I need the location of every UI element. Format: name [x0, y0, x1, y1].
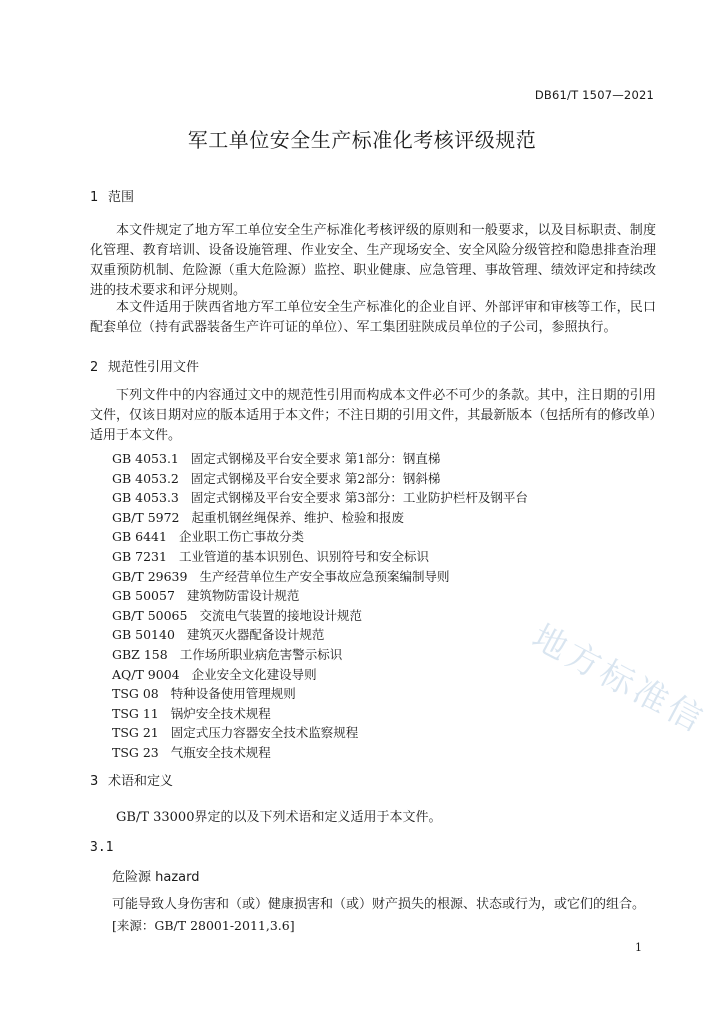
section-number: 2 [90, 360, 99, 375]
reference-name: 锅炉安全技术规程 [170, 705, 271, 721]
reference-name: 建筑物防雷设计规范 [186, 588, 300, 604]
reference-code: GB 4053.1 [112, 451, 179, 466]
reference-code: GB 7231 [112, 548, 167, 564]
reference-code: AQ/T 9004 [112, 666, 180, 682]
watermark: 地方标准信 [525, 617, 713, 742]
reference-code: GB/T 50065 [112, 607, 188, 623]
section-2-heading [90, 356, 199, 375]
reference-name: 生产经营单位生产安全事故应急预案编制导则 [199, 568, 450, 584]
reference-code: TSG 21 [112, 725, 159, 741]
reference-item [112, 704, 528, 724]
reference-name: 企业职工伤亡事故分类 [178, 529, 304, 545]
reference-code: GB/T 29639 [112, 568, 188, 584]
reference-name: 固定式钢梯及平台安全要求 第1部分：钢直梯 [190, 451, 441, 466]
reference-item [112, 508, 528, 528]
reference-item [112, 684, 528, 704]
section-number: 3 [90, 774, 99, 789]
reference-name: 固定式钢梯及平台安全要求 第2部分：钢斜梯 [190, 470, 441, 486]
reference-list [112, 449, 528, 763]
section-number: 1 [90, 190, 99, 205]
reference-item [112, 743, 528, 763]
reference-code: GB 4053.2 [112, 470, 179, 486]
reference-name: 建筑灭火器配备设计规范 [186, 627, 325, 643]
reference-code: GB 4053.3 [112, 490, 179, 506]
reference-name: 起重机钢丝绳保养、维护、检验和报废 [191, 509, 405, 525]
reference-item [112, 625, 528, 645]
term-definition: 可能导致人身伤害和（或）健康损害和（或）财产损失的根源、状态或行为，或它们的组合。 [112, 897, 646, 912]
scope-paragraph-2: 本文件适用于陕西省地方军工单位安全生产标准化的企业自评、外部评审和审核等工作，民口配套单位（持有武器装备生产许可证的单位）、军工集团驻陕成员单位的子公司，参照执行。 [90, 300, 656, 335]
reference-name: 特种设备使用管理规则 [170, 686, 296, 702]
scope-paragraph-1: 本文件规定了地方军工单位安全生产标准化考核评级的原则和一般要求，以及目标职责、制度化管理、教育培训、设备设施管理、作业安全、生产现场安全、安全风险分级管控和隐患排查治理双重预防机制、危险源（重大危险源）监控、职业健康、应急管理、事故管理、绩效评定和持续改进的技术要求和评分规则。 [90, 223, 656, 298]
reference-item [112, 567, 528, 587]
references-intro-paragraph: 下列文件中的内容通过文中的规范性引用而构成本文件必不可少的条款。其中，注日期的引用文件，仅该日期对应的版本适用于本文件；不注日期的引用文件，其最新版本（包括所有的修改单）适用于本文件。 [90, 388, 656, 443]
reference-name: 企业安全文化建设导则 [191, 666, 317, 682]
reference-code: GB 50140 [112, 627, 175, 643]
reference-item [112, 547, 528, 567]
section-title: 规范性引用文件 [108, 360, 200, 375]
reference-name: 交流电气装置的接地设计规范 [199, 607, 362, 623]
section-title: 范围 [108, 190, 135, 205]
reference-code: TSG 08 [112, 686, 159, 702]
reference-item [112, 665, 528, 685]
reference-code: GB 50057 [112, 588, 175, 604]
reference-name: 固定式钢梯及平台安全要求 第3部分：工业防护栏杆及钢平台 [190, 490, 528, 506]
reference-name: 工业管道的基本识别色、识别符号和安全标识 [178, 548, 429, 564]
reference-name: 固定式压力容器安全技术监察规程 [170, 725, 359, 741]
section-title: 术语和定义 [108, 774, 174, 789]
reference-code: GB/T 5972 [112, 509, 180, 525]
reference-item [112, 723, 528, 743]
reference-item [112, 449, 528, 469]
reference-item [112, 527, 528, 547]
terms-intro-paragraph: GB/T 33000界定的以及下列术语和定义适用于本文件。 [116, 810, 442, 825]
reference-code: GB 6441 [112, 529, 167, 545]
term-number: 3.1 [90, 840, 114, 855]
document-code: DB61/T 1507—2021 [534, 88, 654, 102]
page-title: 军工单位安全生产标准化考核评级规范 [187, 128, 537, 152]
section-3-heading [90, 770, 173, 789]
reference-code: TSG 11 [112, 705, 159, 721]
reference-item [112, 606, 528, 626]
reference-item [112, 645, 528, 665]
page-number: 1 [635, 941, 642, 954]
term-source: [来源：GB/T 28001-2011,3.6] [112, 918, 295, 933]
reference-item [112, 586, 528, 606]
reference-code: GBZ 158 [112, 646, 168, 662]
section-1-heading [90, 186, 134, 205]
reference-name: 工作场所职业病危害警示标识 [179, 646, 343, 662]
term-name: 危险源 hazard [112, 870, 200, 885]
reference-code: TSG 23 [112, 744, 159, 760]
reference-item [112, 469, 528, 489]
reference-name: 气瓶安全技术规程 [170, 744, 271, 760]
reference-item [112, 488, 528, 508]
